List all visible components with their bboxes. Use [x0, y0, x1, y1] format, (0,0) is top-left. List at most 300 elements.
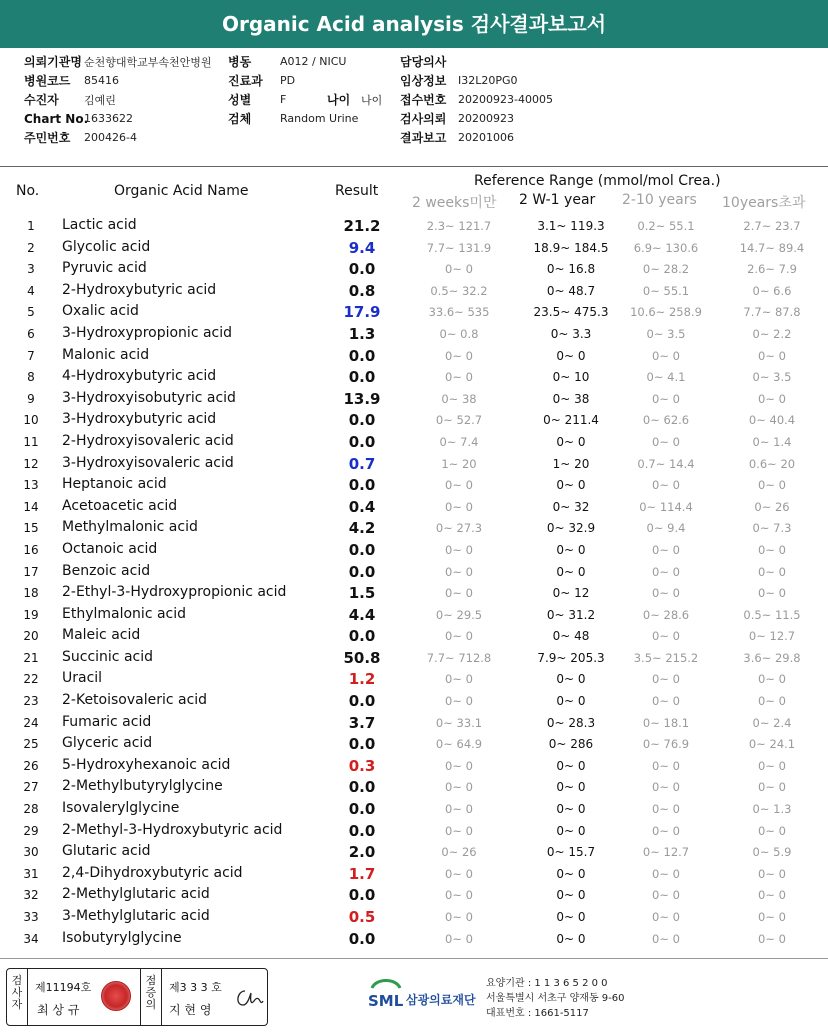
ref-range-over-10-years: 0~ 0: [758, 672, 786, 687]
ref-range-over-10-years: 0~ 24.1: [748, 737, 796, 752]
acid-name: 3-Methylglutaric acid: [62, 908, 210, 924]
ref-range-2-10-years: 0~ 0: [652, 629, 680, 644]
ref-range-over-10-years: 0~ 6.6: [752, 283, 792, 298]
row-number: 34: [23, 931, 39, 946]
ref-range-2w-1year: 0~ 48.7: [546, 283, 596, 298]
table-row: [0, 712, 828, 734]
ref-range-2w-1year: 7.9~ 205.3: [537, 650, 605, 665]
ref-range-2w-1year: 0~ 211.4: [543, 413, 599, 428]
ref-range-2w-1year: 1~ 20: [552, 456, 590, 471]
ref-range-2-weeks: 7.7~ 131.9: [426, 240, 492, 255]
info-label: 검체: [228, 112, 252, 126]
info-label: 의뢰기관명: [24, 55, 82, 69]
acid-name: Glutaric acid: [62, 843, 151, 860]
result-value: 21.2: [343, 217, 381, 235]
footer-divider: [0, 958, 828, 959]
acid-name: 3-Hydroxybutyric acid: [62, 411, 217, 428]
table-row: [0, 388, 828, 410]
acid-name: 2-Methylglutaric acid: [62, 886, 210, 903]
ref-range-2w-1year: 0~ 38: [552, 391, 590, 406]
ref-range-2-10-years: 0~ 9.4: [646, 521, 686, 536]
acid-name: 2-Ethyl-3-Hydroxypropionic acid: [62, 584, 287, 601]
ref-range-2-10-years: 0~ 0: [652, 866, 680, 881]
table-row: [0, 841, 828, 863]
ref-range-2-weeks: 2.3~ 121.7: [426, 219, 492, 233]
ref-range-over-10-years: 0~ 0: [758, 348, 786, 363]
table-row: [0, 625, 828, 647]
info-row: [24, 128, 212, 147]
ref-range-2-weeks: 0~ 33.1: [435, 715, 483, 730]
table-row: [0, 431, 828, 453]
ref-range-2-10-years: 0~ 0: [652, 542, 680, 557]
sign-divider-2: [140, 969, 141, 1025]
row-number: 17: [23, 564, 39, 579]
ref-range-2-10-years: 0~ 0: [652, 780, 680, 795]
seal-stamp-icon: [101, 981, 131, 1011]
row-number: 29: [23, 823, 39, 838]
ref-range-2w-1year: 0~ 28.3: [546, 715, 596, 730]
ref-range-2-weeks: 0~ 0: [445, 564, 473, 579]
info-row: [24, 109, 212, 128]
row-number: 16: [23, 542, 39, 557]
ref-range-over-10-years: 0~ 0: [758, 866, 786, 881]
ref-range-2-10-years: 0.7~ 14.4: [637, 456, 695, 471]
result-value: 0.0: [348, 800, 376, 819]
ref-range-2-10-years: 0~ 0: [652, 348, 680, 363]
ref-range-2-weeks: 0~ 26: [441, 845, 477, 860]
ref-range-over-10-years: 0~ 0: [758, 888, 786, 903]
signature-box: [6, 968, 268, 1026]
info-label: 병원코드: [24, 74, 71, 88]
ref-range-2-10-years: 0~ 0: [652, 672, 680, 687]
acid-name: 2-Methylbutyrylglycine: [62, 778, 223, 795]
info-value: 200426-4: [84, 131, 137, 144]
ref-range-2w-1year: 0~ 0: [556, 866, 586, 881]
ref-range-2w-1year: 0~ 0: [556, 434, 586, 449]
ref-range-2w-1year: 0~ 286: [548, 737, 594, 752]
ref-range-over-10-years: 0~ 12.7: [748, 629, 796, 644]
row-number: 9: [27, 391, 35, 406]
result-value: 0.0: [348, 929, 376, 948]
age-row: [327, 90, 382, 109]
ref-range-2w-1year: 0~ 15.7: [546, 845, 596, 860]
result-value: 50.8: [343, 648, 381, 667]
table-row: [0, 668, 828, 690]
ref-range-2-weeks: 0~ 0: [445, 586, 473, 601]
patient-info-col-3: [400, 52, 553, 147]
result-value: 17.9: [343, 303, 381, 322]
ref-range-2-10-years: 0~ 0: [652, 910, 680, 924]
ref-range-2-10-years: 0.2~ 55.1: [637, 219, 695, 233]
sml-logo-text: SML: [368, 992, 404, 1010]
ref-range-2-weeks: 0~ 0: [445, 780, 473, 795]
info-label: 임상정보: [400, 74, 447, 88]
row-number: 27: [23, 780, 39, 795]
ref-range-2w-1year: 0~ 32: [552, 499, 590, 514]
ref-range-over-10-years: 0~ 1.3: [752, 802, 792, 817]
ref-range-over-10-years: 0~ 0: [758, 931, 786, 946]
result-value: 0.0: [348, 821, 376, 840]
row-number: 2: [27, 240, 35, 255]
ref-range-over-10-years: 0~ 7.3: [752, 521, 792, 536]
acid-name: Maleic acid: [62, 627, 141, 644]
info-row: [228, 109, 358, 128]
ref-range-2-10-years: 0~ 0: [652, 586, 680, 601]
acid-name: Glyceric acid: [62, 735, 153, 752]
ref-range-2-10-years: 0~ 0: [652, 802, 680, 817]
ref-range-2w-1year: 23.5~ 475.3: [533, 305, 609, 320]
table-row: [0, 647, 828, 669]
info-row: [24, 71, 212, 90]
result-value: 0.0: [348, 368, 376, 387]
ref-range-over-10-years: 7.7~ 87.8: [743, 305, 801, 320]
ref-range-2-10-years: 0~ 4.1: [646, 370, 686, 385]
ref-range-2-weeks: 0~ 0: [445, 542, 473, 557]
ref-range-2w-1year: 0~ 0: [556, 888, 586, 903]
ref-range-2-10-years: 0~ 0: [652, 478, 680, 493]
info-label: 검사의뢰: [400, 112, 447, 126]
table-row: [0, 906, 828, 928]
table-row: [0, 496, 828, 518]
inspector-number: 제11194호: [35, 981, 92, 994]
result-value: 0.0: [348, 692, 376, 711]
table-row: [0, 258, 828, 280]
table-row: [0, 755, 828, 777]
ref-range-2w-1year: 18.9~ 184.5: [533, 240, 609, 255]
ref-range-2-10-years: 0~ 76.9: [642, 737, 690, 752]
info-value: I32L20PG0: [458, 74, 518, 87]
info-value: 순천향대학교부속천안병원: [84, 55, 212, 69]
ref-range-over-10-years: 0~ 0: [758, 694, 786, 709]
ref-range-2-weeks: 0~ 0: [445, 823, 473, 838]
result-value: 0.0: [348, 432, 376, 451]
ward-value: A012 / NICU: [280, 55, 347, 68]
info-label: 진료과: [228, 74, 263, 88]
acid-name: 5-Hydroxyhexanoic acid: [62, 756, 231, 773]
acid-name: Isobutyrylglycine: [62, 929, 182, 946]
institution-phone: 대표번호 : 1661-5117: [486, 1008, 589, 1019]
result-value: 0.0: [348, 735, 376, 754]
info-label: 접수번호: [400, 93, 447, 107]
ref-range-2w-1year: 0~ 3.3: [550, 326, 592, 341]
row-number: 30: [23, 845, 39, 860]
age-value: 나이: [361, 93, 383, 107]
acid-name: Isovalerylglycine: [62, 800, 180, 817]
table-row: [0, 323, 828, 345]
ref-range-2-weeks: 0~ 0: [445, 499, 473, 514]
header-name: Organic Acid Name: [114, 183, 249, 199]
table-row: [0, 517, 828, 539]
ref-range-2-weeks: 0~ 0: [445, 802, 473, 817]
info-row: [228, 71, 358, 90]
row-number: 3: [27, 262, 35, 277]
row-number: 33: [23, 910, 39, 924]
info-row: [400, 90, 553, 109]
ref-range-2-10-years: 0~ 18.1: [642, 715, 690, 730]
ref-range-2w-1year: 0~ 32.9: [546, 521, 596, 536]
ref-range-2-weeks: 0~ 0: [445, 629, 473, 644]
info-row: [400, 52, 553, 71]
row-number: 11: [23, 434, 39, 449]
ref-range-2-weeks: 0.5~ 32.2: [430, 283, 488, 298]
acid-name: 4-Hydroxybutyric acid: [62, 368, 217, 385]
acid-name: Pyruvic acid: [62, 260, 147, 277]
table-row: [0, 539, 828, 561]
ref-range-2-weeks: 0~ 0: [445, 348, 473, 363]
table-row: [0, 604, 828, 626]
result-value: 0.8: [348, 281, 376, 300]
ref-range-2-weeks: 0~ 0: [445, 694, 473, 709]
row-number: 26: [23, 758, 39, 773]
row-number: 10: [23, 413, 39, 428]
table-row: [0, 237, 828, 259]
row-number: 19: [23, 607, 39, 622]
info-label: 결과보고: [400, 131, 447, 145]
ref-range-2-10-years: 0~ 0: [652, 434, 680, 449]
row-number: 6: [27, 326, 35, 341]
ref-range-over-10-years: 0~ 0: [758, 564, 786, 579]
row-number: 12: [23, 456, 39, 471]
ref-range-over-10-years: 0~ 40.4: [748, 413, 796, 428]
table-row: [0, 280, 828, 302]
ref-range-2w-1year: 0~ 0: [556, 823, 586, 838]
ref-range-over-10-years: 0~ 2.2: [752, 326, 792, 341]
result-value: 0.0: [348, 346, 376, 365]
acid-name: 2-Hydroxyisovaleric acid: [62, 432, 234, 449]
acid-name: Octanoic acid: [62, 540, 158, 557]
ref-range-2w-1year: 0~ 0: [556, 348, 586, 363]
ref-range-2-10-years: 0~ 0: [652, 758, 680, 773]
ref-range-over-10-years: 2.6~ 7.9: [747, 262, 797, 277]
ref-range-2-weeks: 0~ 38: [441, 391, 477, 406]
row-number: 15: [23, 521, 39, 536]
acid-name: Fumaric acid: [62, 713, 152, 730]
ref-range-2w-1year: 0~ 0: [556, 910, 586, 924]
row-number: 1: [27, 219, 35, 233]
ref-range-2w-1year: 0~ 16.8: [546, 262, 596, 277]
result-value: 0.0: [348, 476, 376, 495]
ref-range-over-10-years: 3.6~ 29.8: [743, 650, 801, 665]
confirmer-name: 지 현 영: [169, 1003, 212, 1017]
ref-range-over-10-years: 0~ 0: [758, 478, 786, 493]
result-value: 4.4: [348, 605, 376, 624]
acid-name: Malonic acid: [62, 346, 150, 363]
signature-icon: [233, 983, 265, 1011]
ref-range-over-10-years: 0~ 0: [758, 391, 786, 406]
header-no: No.: [16, 183, 40, 199]
ref-range-2-10-years: 0~ 28.2: [642, 262, 690, 277]
ref-range-2-weeks: 0~ 0: [445, 888, 473, 903]
acid-name: Uracil: [62, 670, 103, 687]
ref-range-2-weeks: 0~ 52.7: [435, 413, 483, 428]
ref-range-2w-1year: 0~ 0: [556, 758, 586, 773]
result-value: 9.4: [348, 238, 376, 257]
ref-range-2-10-years: 0~ 114.4: [639, 499, 693, 514]
ref-range-2-10-years: 0~ 55.1: [642, 283, 690, 298]
ref-range-2w-1year: 0~ 10: [552, 370, 590, 385]
results-table: [0, 215, 828, 949]
ref-range-over-10-years: 0.5~ 11.5: [743, 607, 801, 622]
table-row: [0, 884, 828, 906]
acid-name: 3-Hydroxyisovaleric acid: [62, 454, 234, 471]
ref-range-2-weeks: 0~ 0: [445, 931, 473, 946]
info-row: [24, 90, 212, 109]
row-number: 28: [23, 802, 39, 817]
ref-range-over-10-years: 0~ 0: [758, 586, 786, 601]
acid-name: Acetoacetic acid: [62, 497, 178, 514]
info-value: 20201006: [458, 131, 514, 144]
ref-range-2-10-years: 0~ 12.7: [642, 845, 690, 860]
ref-range-2-10-years: 0~ 0: [652, 931, 680, 946]
ward-label: 병동: [228, 55, 252, 69]
result-value: 1.2: [348, 670, 376, 689]
header-ref-col-2: 2 W-1 year: [519, 192, 596, 208]
info-value: PD: [280, 74, 296, 87]
ref-range-over-10-years: 0~ 5.9: [752, 845, 792, 860]
ref-range-2w-1year: 0~ 0: [556, 931, 586, 946]
ref-range-2w-1year: 0~ 0: [556, 542, 586, 557]
row-number: 24: [23, 715, 39, 730]
ref-range-2w-1year: 0~ 0: [556, 564, 586, 579]
header-divider: [0, 166, 828, 167]
ref-range-2-10-years: 0~ 0: [652, 694, 680, 709]
ref-range-2-10-years: 0~ 28.6: [642, 607, 690, 622]
table-row: [0, 474, 828, 496]
acid-name: Methylmalonic acid: [62, 519, 198, 536]
sign-divider-3: [161, 969, 162, 1025]
ref-range-2-weeks: 7.7~ 712.8: [426, 650, 492, 665]
info-label: Chart No.: [24, 111, 89, 126]
acid-name: 2-Ketoisovaleric acid: [62, 692, 208, 709]
ref-range-over-10-years: 0~ 2.4: [752, 715, 792, 730]
ref-range-2-weeks: 0~ 27.3: [435, 521, 483, 536]
ref-range-2-10-years: 3.5~ 215.2: [633, 650, 699, 665]
table-row: [0, 863, 828, 885]
acid-name: Glycolic acid: [62, 238, 151, 255]
ref-range-over-10-years: 0~ 1.4: [752, 434, 792, 449]
ref-range-2-weeks: 0~ 0.8: [439, 326, 479, 341]
ref-range-2-weeks: 0~ 0: [445, 672, 473, 687]
result-value: 0.0: [348, 540, 376, 559]
ref-range-over-10-years: 14.7~ 89.4: [739, 240, 805, 255]
table-row: [0, 582, 828, 604]
info-value: F: [280, 93, 287, 106]
institution-address: 서울특별시 서초구 양재동 9-60: [486, 993, 625, 1004]
info-value: 20200923: [458, 112, 514, 125]
acid-name: Ethylmalonic acid: [62, 605, 187, 622]
ref-range-2w-1year: 3.1~ 119.3: [537, 219, 605, 233]
ref-range-2-10-years: 6.9~ 130.6: [633, 240, 699, 255]
header-result: Result: [335, 183, 379, 199]
row-number: 25: [23, 737, 39, 752]
info-value: 1633622: [84, 112, 133, 125]
result-value: 13.9: [343, 389, 381, 408]
info-value: Random Urine: [280, 112, 359, 125]
ref-range-2-10-years: 0~ 0: [652, 888, 680, 903]
acid-name: Succinic acid: [62, 648, 154, 665]
ref-range-over-10-years: 0~ 3.5: [752, 370, 792, 385]
header-ref-col-3: 2-10 years: [622, 192, 697, 208]
info-row: [400, 109, 553, 128]
table-row: [0, 345, 828, 367]
ref-range-over-10-years: 0~ 0: [758, 780, 786, 795]
row-number: 21: [23, 650, 39, 665]
ref-range-2-10-years: 0~ 0: [652, 391, 680, 406]
info-value: 20200923-40005: [458, 93, 553, 106]
result-value: 0.0: [348, 411, 376, 430]
table-row: [0, 820, 828, 842]
row-number: 20: [23, 629, 39, 644]
patient-info-col-1: [24, 52, 212, 147]
result-value: 0.0: [348, 260, 376, 279]
ref-range-2-weeks: 0~ 7.4: [439, 434, 479, 449]
row-number: 14: [23, 499, 39, 514]
header-reference-range: Reference Range (mmol/mol Crea.): [474, 173, 721, 189]
header-ref-col-4: 10years초과: [722, 195, 806, 211]
table-row: [0, 301, 828, 323]
header-ref-col-1: 2 weeks미만: [412, 195, 497, 211]
info-value: 김예린: [84, 93, 116, 107]
row-number: 5: [27, 305, 35, 320]
institution-info: [486, 976, 625, 1021]
table-header: [0, 172, 828, 214]
ref-range-2w-1year: 0~ 12: [552, 586, 590, 601]
result-value: 0.0: [348, 627, 376, 646]
table-row: [0, 409, 828, 431]
acid-name: 3-Hydroxypropionic acid: [62, 324, 233, 341]
acid-name: Oxalic acid: [62, 303, 139, 320]
info-label: 담당의사: [400, 55, 447, 69]
acid-name: 2-Methyl-3-Hydroxybutyric acid: [62, 821, 283, 838]
ref-range-over-10-years: 0.6~ 20: [748, 456, 796, 471]
result-value: 0.7: [348, 454, 376, 473]
row-number: 32: [23, 888, 39, 903]
row-number: 18: [23, 586, 39, 601]
table-row: [0, 798, 828, 820]
table-row: [0, 733, 828, 755]
row-number: 31: [23, 866, 39, 881]
ward-row: [228, 52, 358, 71]
info-label: 주민번호: [24, 131, 71, 145]
ref-range-2-weeks: 0~ 64.9: [435, 737, 483, 752]
patient-info-section: [0, 52, 828, 160]
result-value: 0.0: [348, 562, 376, 581]
row-number: 7: [27, 348, 35, 363]
result-value: 1.7: [348, 864, 376, 883]
info-row: [24, 52, 212, 71]
result-value: 1.3: [348, 324, 376, 343]
ref-range-2-weeks: 0~ 0: [445, 758, 473, 773]
acid-name: 3-Hydroxyisobutyric acid: [62, 389, 236, 406]
table-row: [0, 928, 828, 950]
inspector-name: 최 상 규: [37, 1003, 80, 1017]
ref-range-over-10-years: 0~ 0: [758, 758, 786, 773]
result-value: 3.7: [348, 713, 376, 732]
ref-range-over-10-years: 0~ 0: [758, 823, 786, 838]
ref-range-2-weeks: 0~ 0: [445, 910, 473, 924]
ref-range-2-10-years: 0~ 3.5: [646, 326, 686, 341]
acid-name: 2-Hydroxybutyric acid: [62, 281, 217, 298]
result-value: 0.0: [348, 778, 376, 797]
ref-range-over-10-years: 2.7~ 23.7: [743, 219, 801, 233]
result-value: 0.0: [348, 886, 376, 905]
ref-range-2-10-years: 10.6~ 258.9: [630, 305, 702, 320]
row-number: 23: [23, 694, 39, 709]
ref-range-2-weeks: 33.6~ 535: [428, 305, 490, 320]
age-label: 나이: [327, 93, 351, 107]
info-label: 수진자: [24, 93, 59, 107]
info-row: [400, 71, 553, 90]
